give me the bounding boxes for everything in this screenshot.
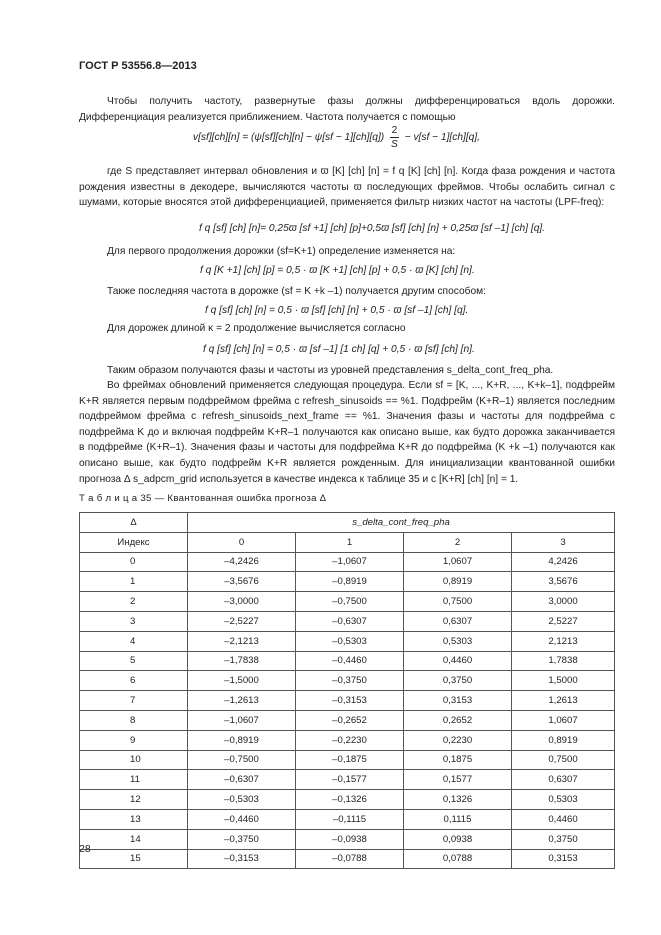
table-row xyxy=(80,730,615,750)
table-value-cell: –0,2652 xyxy=(296,710,404,730)
table-value-cell: 1,0607 xyxy=(512,710,615,730)
table-value-cell: –0,3153 xyxy=(296,691,404,711)
table-value-cell: 0,6307 xyxy=(404,611,512,631)
table-value-cell: –3,5676 xyxy=(188,572,296,592)
table-index-cell: 6 xyxy=(80,671,188,691)
page-number: 28 xyxy=(79,843,91,855)
table-value-cell: –0,6307 xyxy=(188,770,296,790)
table-value-cell: 4,2426 xyxy=(512,552,615,572)
table-value-cell: –3,0000 xyxy=(188,592,296,612)
table-value-cell: –0,4460 xyxy=(188,809,296,829)
table-row xyxy=(80,849,615,869)
table-value-cell: –1,7838 xyxy=(188,651,296,671)
table-value-cell: –2,1213 xyxy=(188,631,296,651)
formula-fraction xyxy=(389,124,400,151)
table-value-cell: 0,2652 xyxy=(404,710,512,730)
table-index-cell: 7 xyxy=(80,691,188,711)
table-value-cell: –1,5000 xyxy=(188,671,296,691)
paragraph-refresh-procedure: Во фреймах обновлений применяется следующая процедура. Если sf = [K, ..., K+R, ..., K+k–1], подфрейм K+R является первым подфреймом фрейма с refresh_sinusoids == %1. Подфрейм (K+R–1) является последним подфреймом фрейма с refresh_sinusoids_next_frame == %1. Значения фазы и частоты для подфрейма с подфрейма K до и включая подфрейм K+R–1 получаются как описано выше, как будто дорожка заканчивается в подфрейме (K+R–1). Значения фазы и частоты для подфрейма K+R до подфрейма (K +k –1) получаются как описано выше, как будто подфрейм K+R является рожденным. Для инициализации квантованной ошибки прогноза Δ s_adpcm_grid используется в качестве индекса к таблице 35 и с [K+R] [ch] [n] = 1. xyxy=(79,380,615,485)
paragraph-intro: Чтобы получить частоту, развернутые фазы должны дифференцироваться вдоль дорожки. Дифференциация реализуется приближением. Частота получается с помощью xyxy=(79,96,615,123)
table-row xyxy=(80,809,615,829)
table-value-cell: 0,3153 xyxy=(404,691,512,711)
fraction-denominator: S xyxy=(391,139,398,150)
table-value-cell: –0,7500 xyxy=(188,750,296,770)
table-value-cell: 0,4460 xyxy=(404,651,512,671)
table-index-cell: 10 xyxy=(80,750,188,770)
formula-frequency xyxy=(193,124,480,151)
table-value-cell: –0,0788 xyxy=(296,849,404,869)
table-value-cell: 0,3750 xyxy=(404,671,512,691)
table-value-cell: –0,1875 xyxy=(296,750,404,770)
table-value-cell: 0,8919 xyxy=(512,730,615,750)
table-value-cell: 0,3153 xyxy=(512,849,615,869)
document-header: ГОСТ Р 53556.8—2013 xyxy=(79,60,197,72)
table-value-cell: –0,1115 xyxy=(296,809,404,829)
table-group-header xyxy=(188,513,615,533)
table-row xyxy=(80,592,615,612)
table-group-header-text: s_delta_cont_freq_pha xyxy=(352,516,450,528)
table-row xyxy=(80,770,615,790)
table-value-cell: –0,5303 xyxy=(296,631,404,651)
table-value-cell: 0,1875 xyxy=(404,750,512,770)
table-value-cell: 0,1326 xyxy=(404,790,512,810)
table-index-cell: 11 xyxy=(80,770,188,790)
paragraph-lpf: где S представляет интервал обновления и ϖ [K] [ch] [n] = f q [K] [ch] [n]. Когда фаза рождения и частота рождения известны в декодере, вычисляются частоты ϖ последующих фреймов. Чтобы ослабить сигнал с шумами, которые вносятся этой дифференциацией, применяется фильтр низких частот на частоты (LPF-freq): xyxy=(79,166,615,209)
table-value-cell: 2,1213 xyxy=(512,631,615,651)
table-header-row xyxy=(80,513,615,533)
table-index-cell: 8 xyxy=(80,710,188,730)
table-value-cell: –0,5303 xyxy=(188,790,296,810)
table-row xyxy=(80,691,615,711)
table-index-cell: 3 xyxy=(80,611,188,631)
table-row xyxy=(80,552,615,572)
table-value-cell: 0,7500 xyxy=(512,750,615,770)
table-value-cell: 0,0938 xyxy=(404,829,512,849)
table-caption: Т а б л и ц а 35 — Квантованная ошибка прогноза Δ xyxy=(79,493,327,504)
formula-length-two: f q [sf] [ch] [n] = 0,5 · ϖ [sf –1] [1 ch] [q] + 0,5 · ϖ [sf] [ch] [n]. xyxy=(203,344,475,355)
paragraph-summary: Таким образом получаются фазы и частоты из уровней представления s_delta_cont_freq_pha. xyxy=(107,365,554,376)
table-column-header: 3 xyxy=(512,532,615,552)
table-value-cell: 2,5227 xyxy=(512,611,615,631)
table-index-cell: 9 xyxy=(80,730,188,750)
table-value-cell: 0,7500 xyxy=(404,592,512,612)
table-value-cell: –0,3750 xyxy=(188,829,296,849)
table-body xyxy=(80,552,615,869)
table-value-cell: 0,5303 xyxy=(404,631,512,651)
table-index-cell: 4 xyxy=(80,631,188,651)
table-value-cell: –1,0607 xyxy=(188,710,296,730)
table-value-cell: –0,1326 xyxy=(296,790,404,810)
table-value-cell: –1,2613 xyxy=(188,691,296,711)
formula-frequency-right: − v[sf − 1][ch][q], xyxy=(404,132,480,144)
table-index-cell: 15 xyxy=(80,849,188,869)
table-value-cell: 0,2230 xyxy=(404,730,512,750)
table-value-cell: –1,0607 xyxy=(296,552,404,572)
table-value-cell: –0,8919 xyxy=(188,730,296,750)
table-value-cell: 0,0788 xyxy=(404,849,512,869)
table-index-cell: 0 xyxy=(80,552,188,572)
table-value-cell: 1,5000 xyxy=(512,671,615,691)
table-value-cell: 0,4460 xyxy=(512,809,615,829)
table-column-header: 1 xyxy=(296,532,404,552)
table-value-cell: 3,0000 xyxy=(512,592,615,612)
table-value-cell: 0,1115 xyxy=(404,809,512,829)
formula-last-frequency: f q [sf] [ch] [n] = 0,5 · ϖ [sf] [ch] [n] + 0,5 · ϖ [sf –1] [ch] [q]. xyxy=(205,305,469,316)
table-column-header: 2 xyxy=(404,532,512,552)
table-index-cell: 13 xyxy=(80,809,188,829)
table-value-cell: –0,8919 xyxy=(296,572,404,592)
table-value-cell: 0,5303 xyxy=(512,790,615,810)
table-value-cell: 1,0607 xyxy=(404,552,512,572)
table-value-cell: –0,0938 xyxy=(296,829,404,849)
table-value-cell: –0,3750 xyxy=(296,671,404,691)
line-length-two: Для дорожек длиной κ = 2 продолжение вычисляется согласно xyxy=(107,323,406,334)
table-row xyxy=(80,710,615,730)
table-row xyxy=(80,572,615,592)
table-row xyxy=(80,750,615,770)
table-value-cell: –0,6307 xyxy=(296,611,404,631)
table-value-cell: 0,8919 xyxy=(404,572,512,592)
table-value-cell: 0,3750 xyxy=(512,829,615,849)
table-row xyxy=(80,611,615,631)
table-value-cell: –0,2230 xyxy=(296,730,404,750)
table-value-cell: 0,6307 xyxy=(512,770,615,790)
table-column-header: 0 xyxy=(188,532,296,552)
table-index-cell: 12 xyxy=(80,790,188,810)
table-subheader-row xyxy=(80,532,615,552)
formula-lpf: f q [sf] [ch] [n]= 0,25ϖ [sf +1] [ch] [p]+0,5ϖ [sf] [ch] [n] + 0,25ϖ [sf –1] [ch] [q]. xyxy=(199,223,546,234)
quantized-error-table xyxy=(79,512,615,869)
table-index-cell: 2 xyxy=(80,592,188,612)
table-row xyxy=(80,790,615,810)
formula-frequency-left: v[sf][ch][n] = (ψ[sf][ch][n] − ψ[sf − 1][ch][q]) xyxy=(193,132,385,144)
table-corner-cell: Δ xyxy=(80,513,188,533)
formula-first-continuation: f q [K +1] [ch] [p] = 0,5 · ϖ [K +1] [ch] [p] + 0,5 · ϖ [K] [ch] [n]. xyxy=(200,265,475,276)
table-value-cell: 1,2613 xyxy=(512,691,615,711)
table-row xyxy=(80,829,615,849)
table-value-cell: 3,5676 xyxy=(512,572,615,592)
line-first-continuation: Для первого продолжения дорожки (sf=K+1) определение изменяется на: xyxy=(107,246,456,257)
table-row xyxy=(80,651,615,671)
line-last-frequency: Также последняя частота в дорожке (sf = K +k –1) получается другим способом: xyxy=(107,286,486,297)
table-index-header: Индекс xyxy=(80,532,188,552)
table-value-cell: –0,4460 xyxy=(296,651,404,671)
table-value-cell: –4,2426 xyxy=(188,552,296,572)
table-value-cell: –0,7500 xyxy=(296,592,404,612)
table-row xyxy=(80,671,615,691)
table-row xyxy=(80,631,615,651)
table-value-cell: –2,5227 xyxy=(188,611,296,631)
table-value-cell: –0,3153 xyxy=(188,849,296,869)
table-value-cell: 1,7838 xyxy=(512,651,615,671)
table-value-cell: 0,1577 xyxy=(404,770,512,790)
table-index-cell: 14 xyxy=(80,829,188,849)
table-value-cell: –0,1577 xyxy=(296,770,404,790)
fraction-numerator: 2 xyxy=(391,125,398,136)
table-index-cell: 1 xyxy=(80,572,188,592)
table-index-cell: 5 xyxy=(80,651,188,671)
